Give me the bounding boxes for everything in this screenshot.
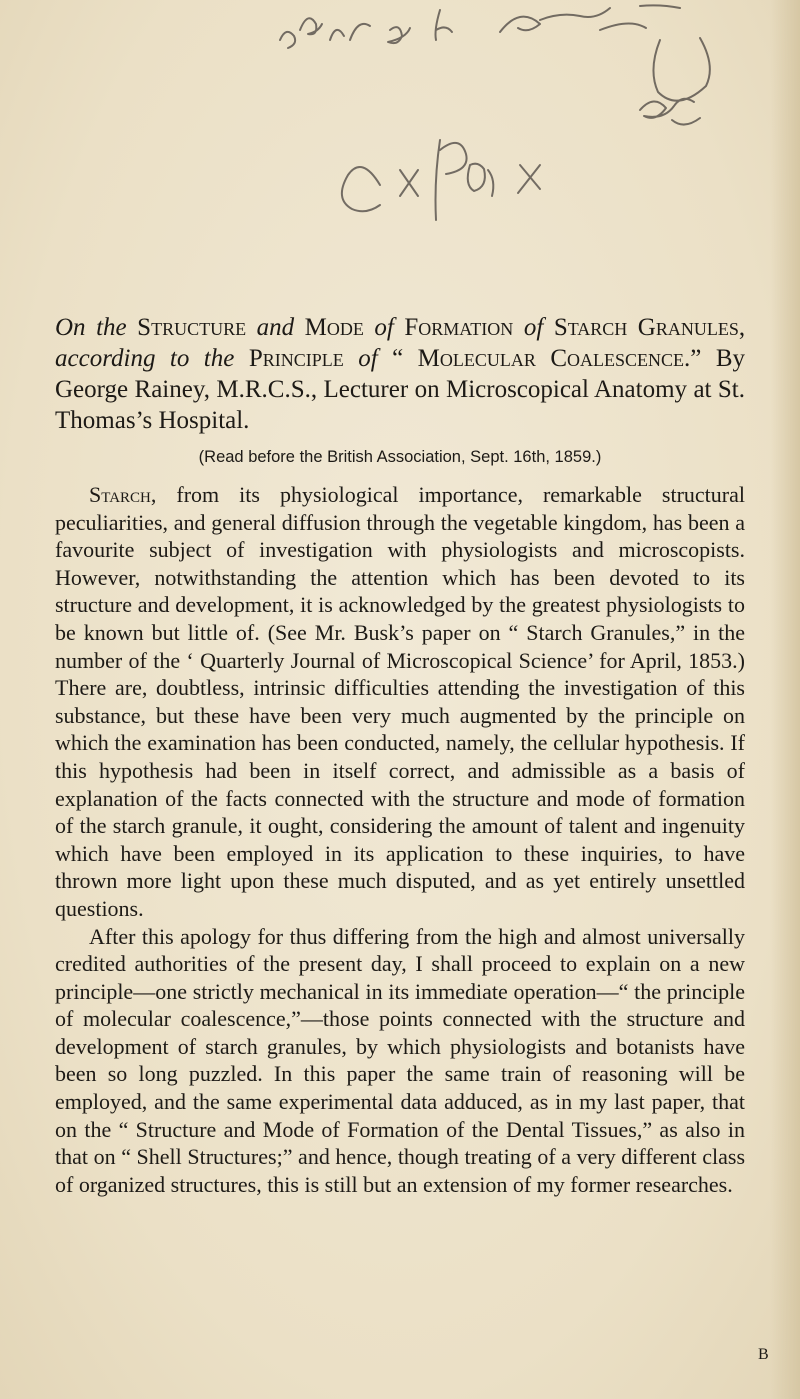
title-and: and <box>256 314 295 341</box>
paragraph-1 <box>55 481 745 923</box>
paragraph-2-text: After this apology for thus differing from the high and almost universally credited authorities of the present day, I shall proceed to explain on a new principle—one strictly mechanical in its immediate operation—“ the principle of molecular coalescence,”—those points connected with the structure and development of starch granules, by which physiologists and botanists have been so long puzzled. In this paper the same train of reasoning will be employed, and the same experimental data adduced, as in my last paper, that on the “ Structure and Mode of Formation of the Dental Tissues,” as also in that on “ Shell Structures;” and hence, though treating of a very different class of organized structures, this is still but an extension of my former researches. <box>55 923 745 1197</box>
title-of-1: of <box>374 314 394 341</box>
article <box>55 312 745 1198</box>
title-of-3: of <box>358 345 378 372</box>
title-molecular: “ Molecular Coalescence.” <box>392 345 702 372</box>
title-author: By George Rainey, M.R.C.S., Lecturer on Microscopical Anatomy at St. Thomas’s Hospital. <box>55 345 746 434</box>
title-formation: Formation <box>404 314 514 341</box>
title-mode: Mode <box>304 314 364 341</box>
title-according: according to the <box>55 345 235 372</box>
title-on: On <box>55 314 86 341</box>
title-of-2: of <box>523 314 544 341</box>
article-title <box>55 312 745 436</box>
paragraph-1-lead: Starch, <box>89 482 157 507</box>
read-note: (Read before the British Association, Sept. 16th, 1859.) <box>198 448 602 466</box>
title-principle: Principle <box>248 345 344 372</box>
paragraph-2 <box>55 923 745 1199</box>
paragraph-1-text: from its physiological importance, remarkable structural peculiarities, and general diffusion through the vegetable kingdom, has been a favourite subject of investigation with physiologists and microscopists. However, notwithstanding the attention which has been devoted to its structure and development, it is acknowledged by the greatest physiologists to be known but little of. (See Mr. Busk’s paper on “ Starch Granules,” in the number of the ‘ Quarterly Journal of Microscopical Science’ for April, 1853.) There are, doubtless, intrinsic difficulties attending the investigation of this substance, but these have been very much augmented by the principle on which the examination has been conducted, namely, the cellular hypothesis. If this hypothesis had been in itself correct, and admissible as a basis of explanation of the facts connected with the structure and mode of formation of the starch granule, it ought, considering the amount of talent and ingenuity which have been employed in its application to these inquiries, to have thrown more light upon these much disputed, and as yet entirely unsettled questions. <box>55 482 745 921</box>
title-starch-granules: Starch Granules, <box>553 314 746 341</box>
handwritten-annotation <box>0 0 800 300</box>
title-the: the <box>96 314 127 341</box>
signature-mark: B <box>758 1346 769 1363</box>
title-structure: Structure <box>137 314 247 341</box>
